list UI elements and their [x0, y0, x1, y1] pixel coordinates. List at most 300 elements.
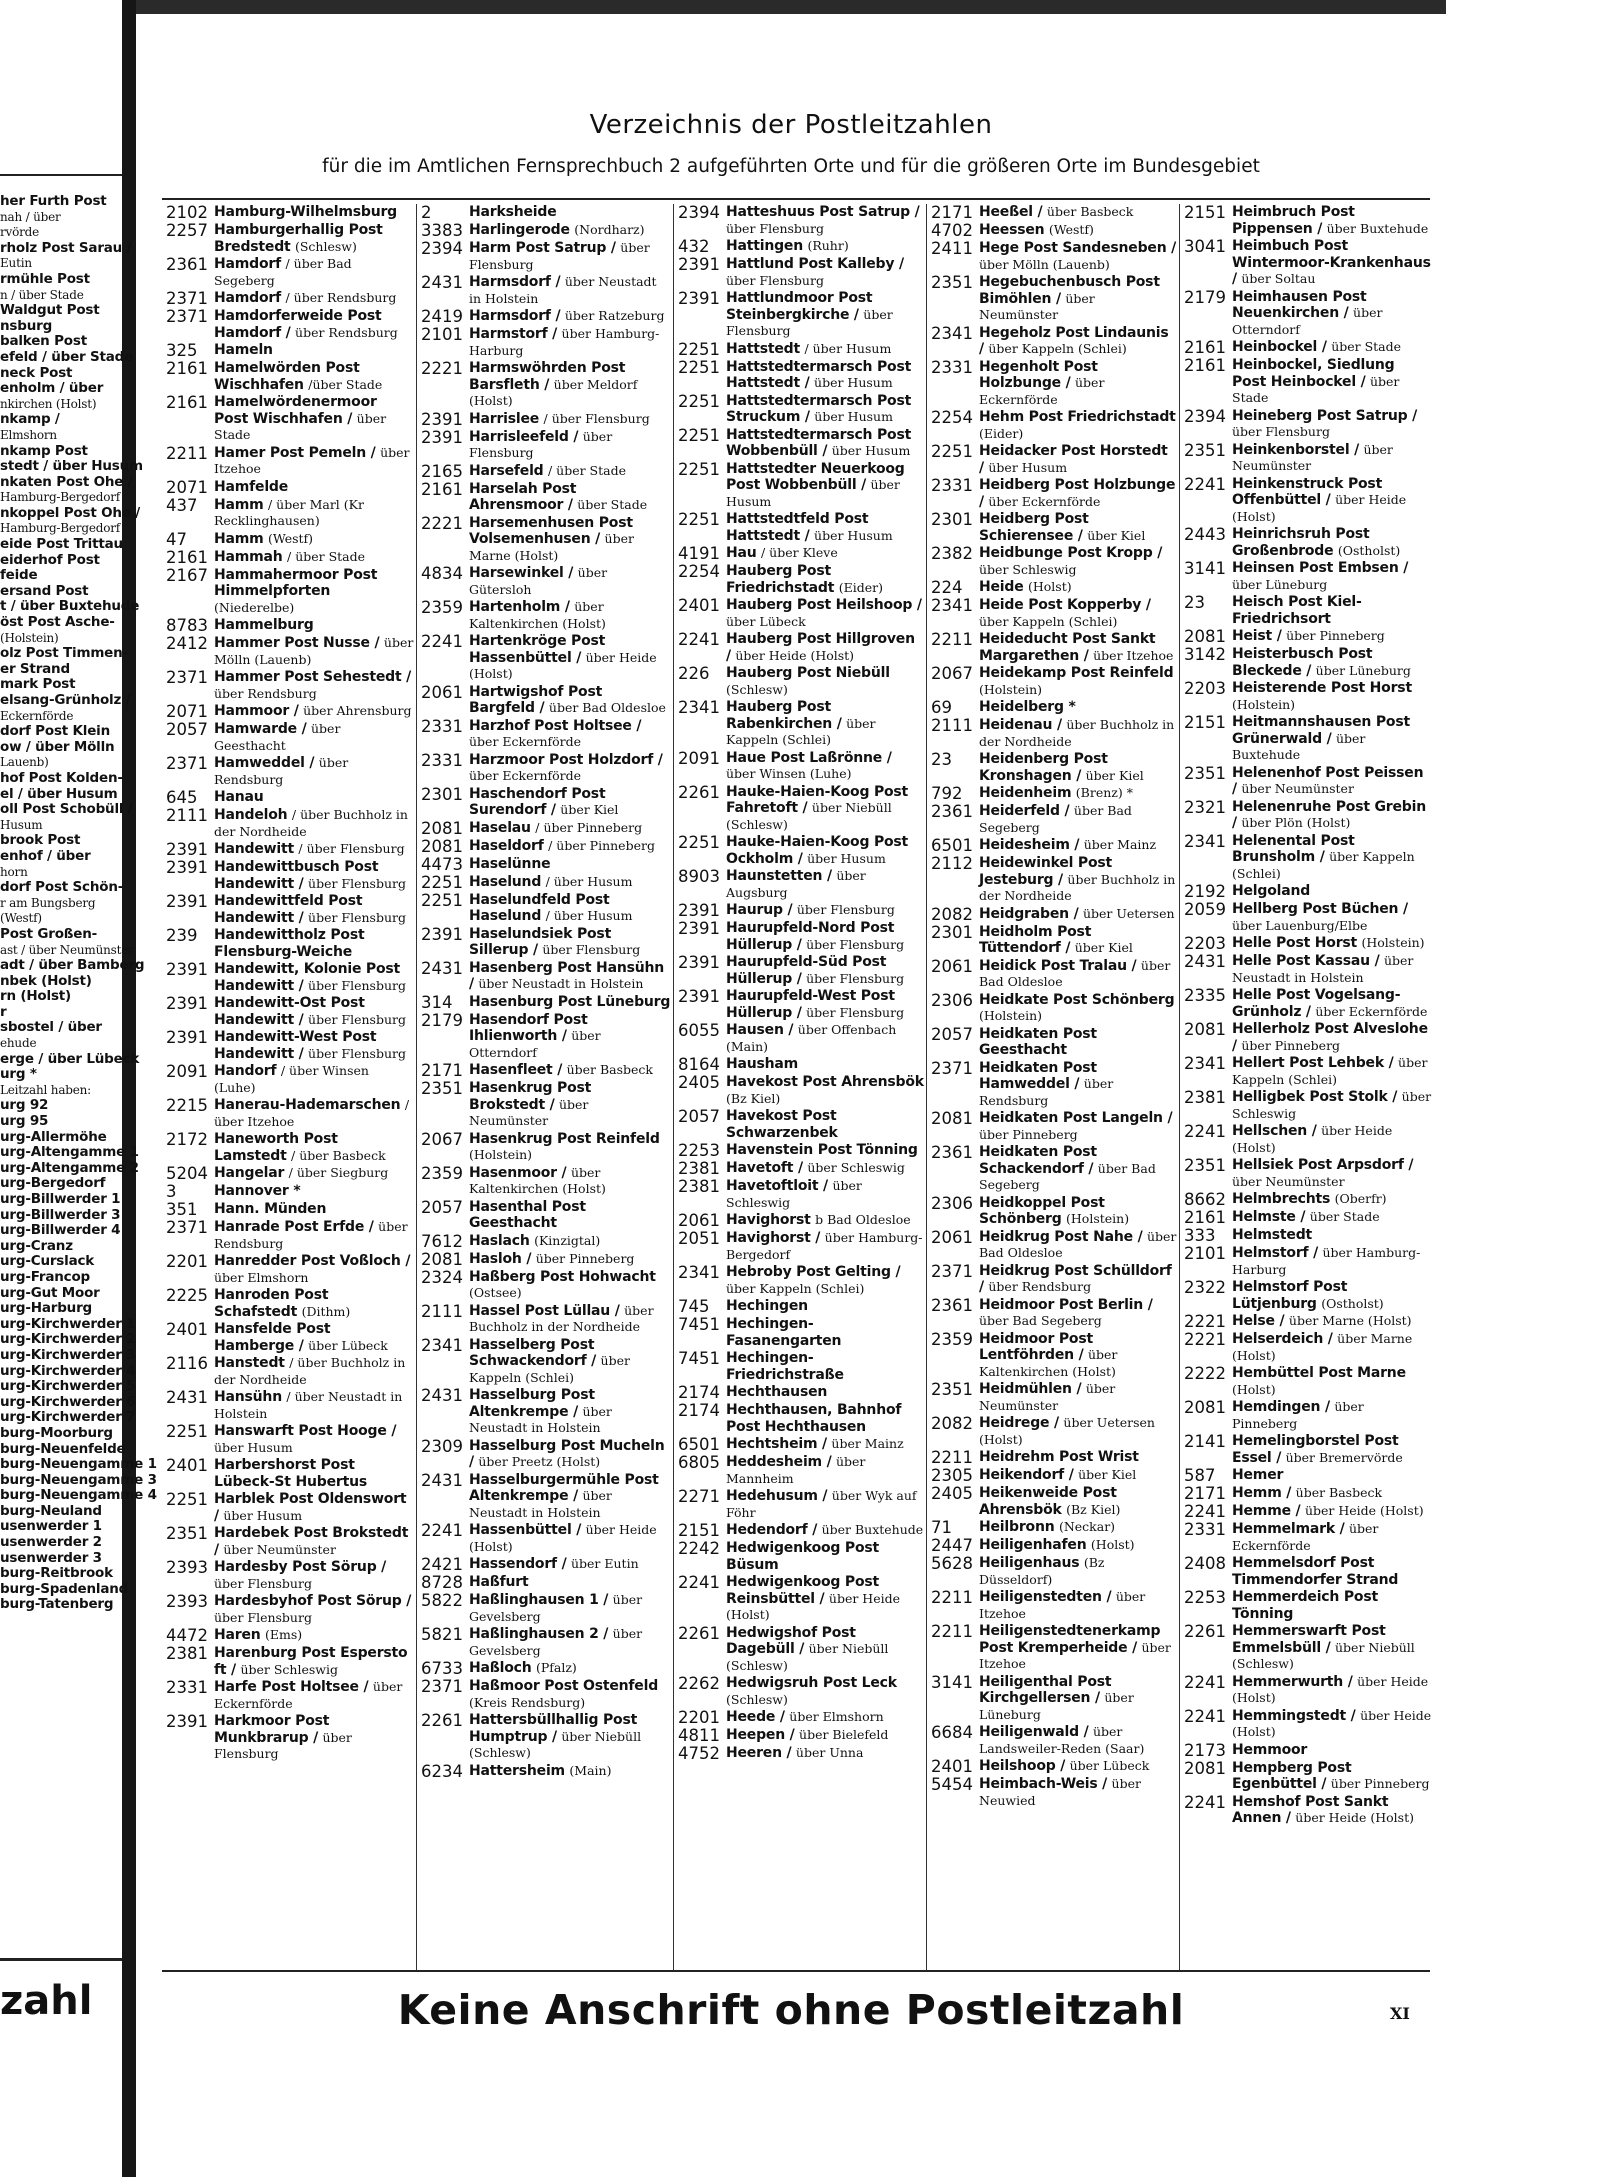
place-name: Heidenheim: [979, 785, 1072, 801]
prev-page-line: urg *: [0, 1066, 37, 1083]
routing-note: über Marne (Holst): [1232, 1331, 1413, 1363]
postcode-entry: [162, 721, 416, 754]
prev-page-line: efeld / über Stade: [0, 348, 134, 365]
postcode: 2324: [421, 1267, 463, 1287]
routing-note: über Flensburg: [806, 970, 905, 986]
postcode-entry: [417, 1199, 673, 1232]
place-entry-text: [469, 1574, 673, 1591]
postcode: 2341: [678, 698, 720, 717]
place-entry-text: [469, 411, 673, 428]
postcode-entry: [927, 1263, 1179, 1296]
routing-note: / über Flensburg: [543, 410, 650, 426]
postcode-entry: [674, 427, 926, 460]
place-entry-text: [979, 992, 1179, 1025]
place-name: Heist /: [1232, 628, 1282, 644]
place-entry-text: [726, 988, 926, 1021]
place-entry-text: [726, 631, 926, 664]
routing-note: / über Rendsburg: [285, 290, 397, 305]
place-entry-text: [726, 1436, 926, 1453]
routing-note: über Rendsburg: [988, 1279, 1092, 1294]
place-name: Heimhausen Post Neuenkirchen /: [1232, 288, 1367, 321]
postcode: 5628: [931, 1554, 973, 1573]
place-name: Hammelburg: [214, 617, 314, 633]
place-entry-text: [726, 204, 926, 237]
postcode: 6733: [421, 1659, 463, 1678]
postcode: 2408: [1184, 1554, 1226, 1573]
footer-rule: [162, 1970, 1430, 1972]
routing-note: über Bielefeld: [799, 1727, 889, 1742]
routing-note: b Bad Oldesloe: [815, 1212, 911, 1227]
place-entry-text: [214, 703, 416, 720]
place-entry-text: [469, 874, 673, 891]
place-name: Hebroby Post Gelting /: [726, 1264, 901, 1280]
routing-note: über Stade: [1232, 373, 1400, 405]
postcode-entry: [162, 1627, 416, 1644]
place-entry-text: [214, 1525, 416, 1558]
place-name: Hamfelde: [214, 478, 289, 495]
place-name: Haßlinghausen 1 /: [469, 1592, 609, 1608]
place-entry-text: [1232, 1331, 1434, 1364]
routing-note: über Husum: [214, 1439, 293, 1455]
place-entry-text: [214, 256, 416, 289]
routing-note: / über Stade: [547, 462, 626, 478]
place-name: Heiligenstedten /: [979, 1589, 1112, 1605]
postcode: 2221: [1184, 1312, 1226, 1331]
postcode-entry: [674, 511, 926, 544]
place-name: Harbershorst Post Lübeck-St Hubertus: [214, 1457, 367, 1490]
postcode: 2251: [678, 391, 720, 411]
place-name: Helmstedt: [1232, 1227, 1313, 1243]
place-entry-text: [726, 1454, 926, 1487]
place-entry-text: [214, 479, 416, 496]
postcode: 2241: [1184, 1122, 1226, 1141]
place-entry-text: [1232, 1623, 1434, 1673]
postcode-entry: [417, 752, 673, 785]
postcode-entry: [162, 1097, 416, 1130]
place-name: Heinrichsruh Post Großenbrode: [1232, 526, 1370, 559]
place-entry-text: [1232, 1674, 1434, 1707]
place-name: Heilbronn: [979, 1519, 1055, 1535]
routing-note: über Heide (Holst): [1295, 1810, 1414, 1825]
postcode-entry: [1180, 476, 1434, 526]
place-entry-text: [726, 1160, 926, 1177]
postcode-entry: [674, 1074, 926, 1107]
place-name: Helgoland: [1232, 883, 1311, 899]
place-entry-text: [469, 222, 673, 239]
postcode: 2221: [1184, 1330, 1226, 1349]
place-entry-text: [979, 1537, 1179, 1554]
routing-note: (Holstein): [1066, 1211, 1130, 1226]
postcode: 2251: [166, 1422, 208, 1441]
postcode-entry: [674, 834, 926, 867]
postcode: 2421: [421, 1555, 463, 1574]
prev-page-line: usenwerder 3: [0, 1549, 102, 1566]
routing-note: über Flensburg: [726, 220, 824, 236]
routing-note: über Flensburg: [1232, 424, 1330, 439]
postcode: 2391: [166, 858, 208, 877]
routing-note: über Mainz: [831, 1436, 904, 1451]
prev-page-line: urg-Allermöhe: [0, 1128, 107, 1145]
prev-page-line: Husum: [0, 817, 43, 832]
place-name: Hardesby Post Sörup /: [214, 1559, 387, 1575]
place-name: Heidkaten Post Schackendorf /: [979, 1144, 1097, 1177]
place-name: Haslach: [469, 1232, 530, 1249]
place-entry-text: [726, 1178, 926, 1211]
postcode: 2061: [931, 1227, 973, 1247]
place-name: Harsewinkel /: [469, 565, 574, 581]
place-entry-text: [469, 1763, 673, 1780]
routing-note: über Plön (Holst): [1241, 815, 1351, 830]
postcode: 2351: [931, 273, 973, 292]
postcode: 2081: [1184, 627, 1226, 646]
prev-page-line: burg-Spadenland: [0, 1580, 129, 1597]
place-entry-text: [726, 902, 926, 919]
routing-note: / über Pinneberg: [535, 819, 643, 835]
place-entry-text: [726, 563, 926, 596]
postcode-entry: [927, 992, 1179, 1025]
place-name: Hauberg Post Rabenkirchen /: [726, 699, 842, 732]
place-name: Hanstedt: [214, 1355, 285, 1371]
place-entry-text: [1232, 1399, 1434, 1432]
postcode-entry: [927, 717, 1179, 750]
postcode: 2262: [678, 1674, 720, 1693]
postcode-entry: [417, 429, 673, 462]
routing-note: über Eckernförde: [979, 375, 1105, 407]
postcode: 2391: [421, 409, 463, 429]
postcode: 2393: [166, 1592, 208, 1611]
place-name: Hedwigenkoog Post Reinsbüttel /: [726, 1574, 880, 1607]
postcode: 2447: [931, 1536, 973, 1555]
place-entry-text: [469, 838, 673, 855]
routing-note: über Kaltenkirchen (Holst): [979, 1347, 1118, 1379]
place-entry-text: [726, 597, 926, 630]
postcode: 6501: [678, 1435, 720, 1454]
postcode: 2401: [166, 1320, 208, 1339]
place-name: Handewittfeld Post Handewitt /: [214, 893, 363, 926]
postcode: 2151: [678, 1521, 720, 1540]
routing-note: über Kiel: [560, 802, 619, 817]
postcode-entry: [417, 633, 673, 683]
prev-page-line: mark Post: [0, 676, 76, 693]
postcode: 2081: [421, 818, 463, 838]
postcode-entry: [162, 290, 416, 307]
prev-page-line: r am Bungsberg: [0, 895, 96, 910]
postcode-entry: [1180, 1708, 1434, 1741]
place-entry-text: [469, 1251, 673, 1268]
postcode-entry: [162, 222, 416, 255]
prev-page-line: eiderhof Post: [0, 551, 100, 568]
place-entry-text: [979, 1229, 1179, 1262]
postcode: 2251: [421, 890, 463, 910]
place-entry-text: [726, 545, 926, 562]
place-entry-text: [1232, 680, 1434, 713]
routing-note: über Gevelsberg: [469, 1626, 643, 1658]
postcode: 2067: [931, 664, 973, 683]
place-name: Heidbunge Post Kropp /: [979, 545, 1163, 561]
prev-page-line: oll Post Schobüll /: [0, 801, 133, 818]
postcode-entry: [927, 1537, 1179, 1554]
postcode-entry: [417, 1592, 673, 1625]
postcode-entry: [674, 545, 926, 562]
place-name: Hammah: [214, 548, 283, 565]
header-rule: [162, 198, 1430, 200]
postcode-column-5: [1179, 204, 1434, 1970]
prev-page-line: burg-Neuengamme 1: [0, 1456, 157, 1473]
postcode-entry: [674, 204, 926, 237]
place-entry-text: [1232, 935, 1434, 952]
postcode: 6234: [421, 1761, 463, 1781]
postcode-column-4: [926, 204, 1179, 1970]
place-name: Haselund: [469, 873, 542, 890]
postcode-entry: [162, 1645, 416, 1678]
postcode-entry: [417, 1233, 673, 1250]
postcode: 2361: [931, 1295, 973, 1315]
place-name: Hemer: [1232, 1467, 1284, 1483]
prev-page-line: urg 92: [0, 1097, 49, 1114]
postcode: 2091: [166, 1062, 208, 1081]
postcode-entry: [927, 1110, 1179, 1143]
postcode: 2351: [421, 1079, 463, 1098]
prev-page-line: urg-Kirchwerder 1: [0, 1315, 136, 1332]
postcode: 2151: [1184, 713, 1226, 732]
routing-note: über Pinneberg: [979, 1126, 1078, 1142]
prev-page-line: burg-Neuengamme 3: [0, 1471, 157, 1488]
routing-note: über Bad Segeberg: [979, 1160, 1156, 1192]
place-name: Hauberg Post Friedrichstadt: [726, 563, 835, 596]
place-entry-text: [979, 924, 1179, 957]
place-name: Handewitt-Ost Post Handewitt /: [214, 995, 365, 1028]
place-entry-text: [1232, 1157, 1434, 1190]
place-name: Hattstedtermarsch Post Struckum /: [726, 392, 912, 425]
postcode-entry: [927, 1026, 1179, 1059]
place-entry-text: [726, 1298, 926, 1315]
place-name: Heineberg Post Satrup /: [1232, 407, 1418, 424]
postcode: 2174: [678, 1401, 720, 1420]
postcode: 2057: [166, 720, 208, 739]
place-name: Hanrade Post Erfde /: [214, 1219, 374, 1235]
place-name: Haseldorf: [469, 837, 544, 854]
place-name: Hamburgerhallig Post Bredstedt: [214, 222, 383, 255]
postcode: 2394: [1184, 406, 1226, 426]
postcode-entry: [417, 1251, 673, 1268]
postcode: 4811: [678, 1726, 720, 1745]
postcode-entry: [1180, 1521, 1434, 1554]
postcode-entry: [1180, 1365, 1434, 1398]
place-entry-text: [214, 549, 416, 566]
routing-note: über Lüneburg: [1315, 662, 1411, 678]
postcode: 2391: [678, 953, 720, 972]
place-entry-text: [214, 841, 416, 858]
place-name: Hanau: [214, 789, 264, 805]
place-entry-text: [214, 1645, 416, 1678]
prev-page-line: Elmshorn: [0, 427, 57, 442]
place-name: Hattstedtfeld Post Hattstedt /: [726, 511, 869, 544]
place-name: Heiligenstedtenerkamp Post Kremperheide /: [979, 1623, 1161, 1656]
postcode: 2405: [931, 1484, 973, 1503]
place-name: Hemmelmark /: [1232, 1521, 1345, 1537]
place-name: Hamdorf: [214, 290, 281, 306]
place-entry-text: [979, 717, 1179, 750]
postcode: 2371: [166, 289, 208, 308]
routing-note: über Soltau: [1241, 271, 1316, 286]
place-name: Harrisleefeld /: [469, 428, 579, 445]
postcode-entry: [162, 308, 416, 341]
place-entry-text: [214, 1131, 416, 1164]
postcode-entry: [417, 1387, 673, 1437]
routing-note: über Flensburg: [308, 1011, 406, 1027]
routing-note: über Husum: [831, 443, 911, 458]
routing-note: über Mölln (Lauenb): [214, 635, 414, 667]
prev-page-line: Hamburg-Bergedorf: [0, 521, 121, 536]
postcode: 2391: [678, 901, 720, 920]
place-name: Hammer Post Sehestedt /: [214, 669, 412, 685]
routing-note: über Flensburg: [214, 1609, 312, 1625]
place-name: Haurup /: [726, 902, 793, 918]
prev-page-line: enholm / über: [0, 380, 104, 397]
routing-note: über Eckernförde: [988, 493, 1101, 509]
place-entry-text: [1232, 883, 1434, 900]
place-name: Haurupfeld-West Post Hüllerup /: [726, 988, 895, 1021]
prev-page-line: olz Post Timmen-: [0, 645, 128, 662]
postcode: 8903: [678, 867, 720, 886]
routing-note: über Winsen (Luhe): [726, 766, 852, 781]
postcode: 2211: [931, 1448, 973, 1467]
postcode: 6501: [931, 836, 973, 855]
place-name: Hemmerwurth /: [1232, 1673, 1353, 1690]
routing-note: über Heide (Holst): [1232, 492, 1407, 524]
prev-page-line: rholz Post Sarau /: [0, 239, 132, 256]
routing-note: (Dithm): [301, 1303, 351, 1319]
place-name: Heinbockel, Siedlung Post Heinbockel /: [1232, 357, 1395, 390]
place-entry-text: [979, 597, 1179, 630]
place-entry-text: [214, 1097, 416, 1130]
place-entry-text: [469, 1472, 673, 1522]
postcode-entry: [162, 1219, 416, 1252]
place-name: Hehm Post Friedrichstadt: [979, 409, 1176, 425]
prev-page-line: urg-Cranz: [0, 1237, 73, 1254]
prev-page-line: burg-Moorburg: [0, 1424, 113, 1441]
place-entry-text: [1232, 799, 1434, 832]
place-entry-text: [214, 567, 416, 617]
place-name: Heide: [979, 579, 1024, 595]
place-entry-text: [979, 1195, 1179, 1228]
postcode-entry: [162, 807, 416, 840]
routing-note: über Flensburg: [469, 240, 650, 272]
routing-note: über Heide (Holst): [469, 1522, 657, 1554]
prev-page-line: urg-Kirchwerder 2: [0, 1331, 136, 1348]
postcode: 2253: [678, 1141, 720, 1160]
place-entry-text: [214, 1321, 416, 1354]
place-name: Heimbach-Weis /: [979, 1776, 1108, 1792]
prev-page-line: burg-Neuland: [0, 1502, 102, 1519]
postcode-entry: [1180, 1555, 1434, 1588]
postcode: 2361: [166, 255, 208, 274]
postcode: 2071: [166, 702, 208, 721]
postcode: 2112: [931, 854, 973, 873]
postcode-column-3: [673, 204, 926, 1970]
routing-note: über Kappeln (Schlei): [988, 341, 1127, 356]
postcode: 2419: [421, 307, 463, 326]
postcode-entry: [1180, 560, 1434, 593]
postcode: 2061: [931, 956, 973, 976]
place-entry-text: [726, 1074, 926, 1107]
postcode: 2341: [1184, 1054, 1226, 1073]
postcode-entry: [674, 1745, 926, 1762]
routing-note: über Itzehoe: [214, 444, 410, 476]
postcode-entry: [1180, 799, 1434, 832]
place-entry-text: [726, 1264, 926, 1297]
postcode: 2: [421, 203, 432, 222]
postcode-entry: [1180, 1279, 1434, 1312]
postcode: 2331: [931, 357, 973, 377]
routing-note: über Schleswig: [1232, 1089, 1432, 1121]
postcode: 224: [931, 578, 963, 597]
postcode: 2161: [166, 547, 208, 567]
postcode-entry: [1180, 953, 1434, 986]
postcode-entry: [674, 1402, 926, 1435]
postcode: 2341: [1184, 831, 1226, 851]
place-name: Haurupfeld-Nord Post Hüllerup /: [726, 920, 895, 953]
postcode-entry: [417, 718, 673, 751]
place-name: Hausham: [726, 1056, 799, 1072]
postcode-entry: [927, 1331, 1179, 1381]
place-entry-text: [469, 1660, 673, 1677]
routing-note: über Rendsburg: [214, 1219, 408, 1251]
routing-note: über Bad Segeberg: [979, 803, 1132, 835]
place-entry-text: [726, 920, 926, 953]
routing-note: (Oberfr): [1334, 1191, 1387, 1206]
postcode-entry: [1180, 1089, 1434, 1122]
routing-note: (Eider): [838, 579, 883, 595]
postcode: 2081: [1184, 1398, 1226, 1417]
prev-page-line: burg-Neuengamme 4: [0, 1487, 157, 1504]
place-entry-text: [979, 1263, 1179, 1296]
postcode-entry: [1180, 442, 1434, 475]
place-entry-text: [1232, 1365, 1434, 1398]
postcode-entry: [417, 1337, 673, 1387]
postcode: 2161: [1184, 1208, 1226, 1227]
postcode: 2254: [931, 408, 973, 427]
postcode: 2257: [166, 221, 208, 240]
postcode-entry: [162, 1321, 416, 1354]
place-entry-text: [726, 1727, 926, 1744]
prev-page-line: urg-Francop: [0, 1268, 91, 1285]
postcode: 2361: [931, 802, 973, 821]
routing-note: über Itzehoe: [979, 1589, 1146, 1621]
postcode: 2071: [166, 477, 208, 497]
place-name: Heidrehm Post Wrist: [979, 1449, 1139, 1465]
prev-page-line: urg-Billwerder 3: [0, 1206, 121, 1223]
postcode: 23: [931, 750, 952, 769]
place-name: Heidkate Post Schönberg: [979, 991, 1175, 1008]
place-name: Heeren /: [726, 1745, 792, 1761]
routing-note: über Kappeln (Schlei): [726, 715, 876, 747]
postcode-entry: [162, 1423, 416, 1456]
postcode-entry: [417, 1660, 673, 1677]
place-entry-text: [1232, 901, 1434, 934]
place-entry-text: [1232, 357, 1434, 407]
place-entry-text: [979, 443, 1179, 476]
routing-note: / über Siegburg: [288, 1165, 389, 1180]
place-name: Hamelwördenermoor Post Wischhafen /: [214, 394, 377, 427]
postcode: 2351: [1184, 1156, 1226, 1175]
prev-page-line: neck Post: [0, 364, 73, 381]
place-name: Helmbrechts: [1232, 1191, 1331, 1207]
postcode: 3142: [1184, 645, 1226, 664]
postcode: 2101: [1184, 1244, 1226, 1263]
routing-note: über Niebüll (Schlesw): [726, 1641, 889, 1673]
routing-note: über Flensburg: [308, 1045, 406, 1061]
